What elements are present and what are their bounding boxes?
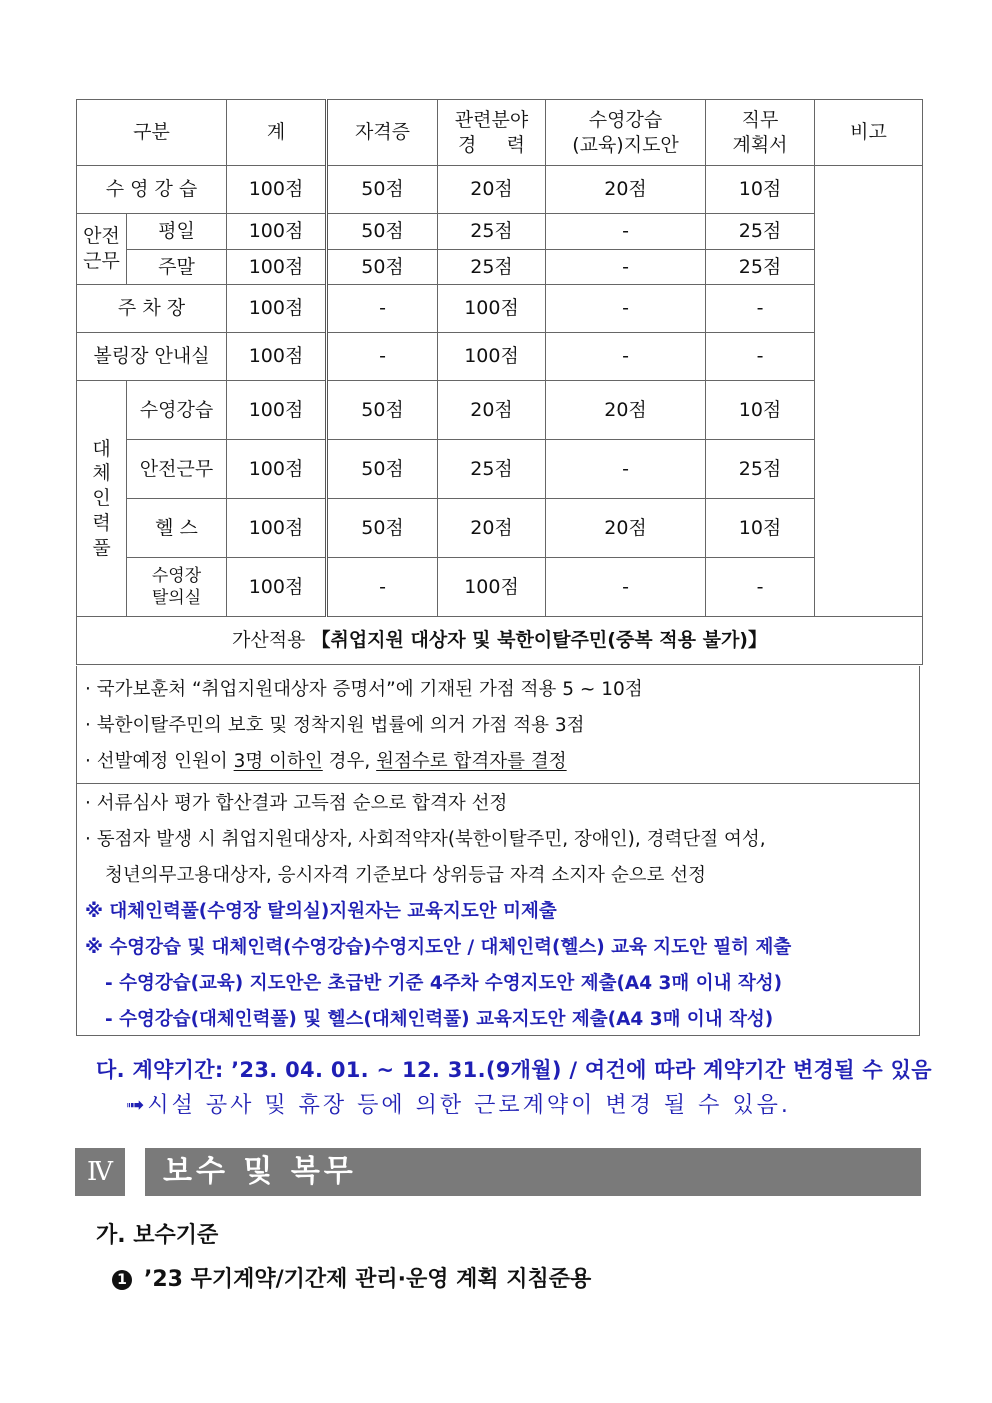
note-item: ※ 수영강습 및 대체인력(수영강습)수영지도안 / 대체인력(헬스) 교육 지도안 필히 제출: [85, 937, 792, 958]
table-row: [77, 166, 923, 214]
cell-exp: 100점: [438, 285, 546, 333]
cell-exp: 100점: [438, 558, 546, 617]
table-row: [77, 250, 923, 285]
table-row: [77, 381, 923, 440]
cell-total: 100점: [227, 166, 327, 214]
row-label: 헬 스: [127, 499, 227, 558]
cell-exp: 20점: [438, 381, 546, 440]
cell-job: 10점: [706, 166, 815, 214]
numbered-bullet-icon: 1: [112, 1270, 132, 1290]
bonus-header: 가산적용 【취업지원 대상자 및 북한이탈주민(중복 적용 불가)】: [77, 617, 923, 665]
table-row: [77, 214, 923, 250]
note-item: - 수영강습(교육) 지도안은 초급반 기준 4주차 수영지도안 제출(A4 3매 이내 작성): [105, 973, 783, 994]
header-category: 구분: [77, 100, 227, 166]
note-item: · 동점자 발생 시 취업지원대상자, 사회적약자(북한이탈주민, 장애인), 경력단절 여성,: [85, 829, 766, 850]
header-cert: 자격증: [327, 100, 438, 166]
cell-job: -: [706, 558, 815, 617]
row-label: 수영강습: [127, 381, 227, 440]
bonus-item: · 선발예정 인원이 3명 이하인 경우, 원점수로 합격자를 결정: [85, 751, 567, 772]
cell-cert: -: [327, 285, 438, 333]
cell-cert: 50점: [327, 499, 438, 558]
cell-cert: 50점: [327, 440, 438, 499]
cell-cert: 50점: [327, 166, 438, 214]
cell-job: 25점: [706, 214, 815, 250]
cell-plan: -: [546, 440, 706, 499]
section-title: 보수 및 복무: [145, 1148, 921, 1196]
item-heading: 1 ’23 무기계약/기간제 관리·운영 계획 지침준용: [112, 1262, 591, 1293]
cell-total: 100점: [227, 499, 327, 558]
cell-exp: 20점: [438, 166, 546, 214]
header-total: 계: [227, 100, 327, 166]
table-row: [77, 558, 923, 617]
bonus-item: · 국가보훈처 “취업지원대상자 증명서”에 기재된 가점 적용 5 ~ 10점: [85, 679, 643, 700]
notes-box: [76, 784, 920, 1036]
row-label: 주말: [127, 250, 227, 285]
header-note: 비고: [815, 100, 923, 166]
cell-exp: 20점: [438, 499, 546, 558]
cell-cert: -: [327, 558, 438, 617]
row-label: 볼링장 안내실: [77, 333, 227, 381]
row-label: 수영장 탈의실: [127, 558, 227, 617]
row-label: 안전근무: [127, 440, 227, 499]
cell-exp: 25점: [438, 250, 546, 285]
header-experience: 관련분야 경 력: [438, 100, 546, 166]
group-safety: 안전 근무: [77, 214, 127, 285]
score-table: [76, 99, 923, 665]
cell-total: 100점: [227, 558, 327, 617]
cell-total: 100점: [227, 333, 327, 381]
cell-plan: -: [546, 214, 706, 250]
cell-job: -: [706, 333, 815, 381]
cell-plan: 20점: [546, 166, 706, 214]
bonus-header-row: [77, 617, 923, 665]
section-number: Ⅳ: [75, 1148, 125, 1196]
cell-plan: -: [546, 250, 706, 285]
table-row: [77, 499, 923, 558]
note-item: - 수영강습(대체인력풀) 및 헬스(대체인력풀) 교육지도안 제출(A4 3매 이내 작성): [105, 1009, 774, 1030]
row-label: 주 차 장: [77, 285, 227, 333]
cell-job: 25점: [706, 440, 815, 499]
cell-total: 100점: [227, 214, 327, 250]
header-plan: 수영강습 (교육)지도안: [546, 100, 706, 166]
note-item: · 서류심사 평가 합산결과 고득점 순으로 합격자 선정: [85, 793, 508, 814]
table-row: [77, 333, 923, 381]
cell-total: 100점: [227, 381, 327, 440]
cell-plan: -: [546, 558, 706, 617]
cell-plan: -: [546, 285, 706, 333]
cell-cert: 50점: [327, 381, 438, 440]
cell-total: 100점: [227, 250, 327, 285]
cell-exp: 25점: [438, 440, 546, 499]
cell-exp: 100점: [438, 333, 546, 381]
table-row: [77, 285, 923, 333]
table-row: [77, 440, 923, 499]
note-item: 청년의무고용대상자, 응시자격 기준보다 상위등급 자격 소지자 순으로 선정: [105, 865, 707, 886]
group-substitute-pool: 대 체 인 력 풀: [77, 381, 127, 617]
sub-heading: 가. 보수기준: [96, 1223, 219, 1248]
cell-total: 100점: [227, 440, 327, 499]
row-label: 평일: [127, 214, 227, 250]
cell-cert: 50점: [327, 214, 438, 250]
cell-job: -: [706, 285, 815, 333]
cell-plan: 20점: [546, 381, 706, 440]
contract-period: 다. 계약기간: ’23. 04. 01. ~ 12. 31.(9개월) / 여건에 따라 계약기간 변경될 수 있음: [96, 1058, 932, 1082]
contract-note: ➟시설 공사 및 휴장 등에 의한 근로계약이 변경 될 수 있음.: [126, 1093, 791, 1118]
cell-job: 25점: [706, 250, 815, 285]
cell-job: 10점: [706, 499, 815, 558]
cell-cert: 50점: [327, 250, 438, 285]
bonus-items-box: [76, 666, 920, 784]
row-label: 수 영 강 습: [77, 166, 227, 214]
bonus-item: · 북한이탈주민의 보호 및 정착지원 법률에 의거 가점 적용 3점: [85, 715, 585, 736]
cell-total: 100점: [227, 285, 327, 333]
cell-exp: 25점: [438, 214, 546, 250]
header-row: [77, 100, 923, 166]
cell-cert: -: [327, 333, 438, 381]
cell-job: 10점: [706, 381, 815, 440]
note-item: ※ 대체인력풀(수영장 탈의실)지원자는 교육지도안 미제출: [85, 901, 557, 922]
note-cell: [815, 166, 923, 617]
cell-plan: 20점: [546, 499, 706, 558]
header-job-plan: 직무 계획서: [706, 100, 815, 166]
cell-plan: -: [546, 333, 706, 381]
